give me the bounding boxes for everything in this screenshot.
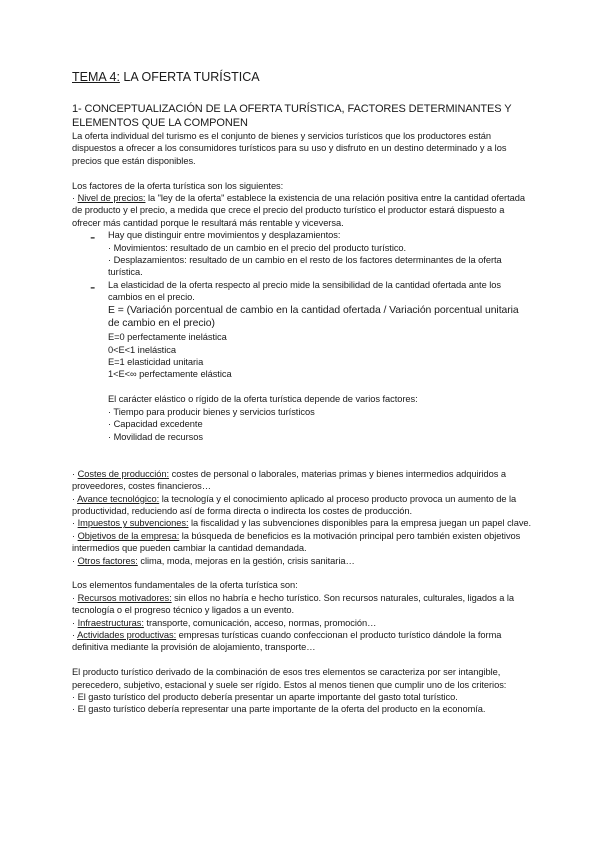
elasticity-e1: E=1 elasticidad unitaria [108,357,204,368]
dash-item-movements: - Hay que distinguir entre movimientos y desplazamientos: [72,229,532,241]
product-criterion: · El gasto turístico debería representar una parte importante de la oferta del producto en la economía. [72,704,486,715]
displacements-line: · Desplazamientos: resultado de un cambio en el resto de los factores determinantes de la oferta turística. [108,255,502,278]
elastic-factor: · Tiempo para producir bienes y servicios turísticos [108,406,315,417]
element-infrastructure: · Infraestructuras: transporte, comunicación, acceso, normas, promoción… [72,617,377,628]
elastic-lead: El carácter elástico o rígido de la oferta turística depende de varios factores: [108,394,418,405]
element-activities: · Actividades productivas: empresas turísticas cuando confeccionan el producto turístico dándole la forma definitiva mediante la provisión de alojamiento, transporte… [72,629,502,653]
document-page [72,70,532,716]
section-heading: 1- CONCEPTUALIZACIÓN DE LA OFERTA TURÍSTICA, FACTORES DETERMINANTES Y ELEMENTOS QUE LA COMPONEN [72,103,512,129]
factor-tech-text: la tecnología y el conocimiento aplicado al proceso producto provoca un aumento de la productividad, reduciendo así de forma directa o indirecta los costes de producción. [72,493,517,516]
elasticity-e01: 0<E<1 inelástica [108,344,176,355]
dash-item-text: Hay que distinguir entre movimientos y desplazamientos: [108,230,341,241]
document-title [72,70,532,84]
element-resources-text: sin ellos no habría e hecho turístico. Son recursos naturales, culturales, ligados a la tecnología o el progreso técnico y ligados a un evento. [72,592,514,616]
title-rest: LA OFERTA TURÍSTICA [119,70,260,84]
element-resources-label: Recursos motivadores: [77,592,172,603]
title-prefix: TEMA 4: [72,70,120,84]
element-infrastructure-label: Infraestructuras: [77,617,144,628]
factor-tax-label: Impuestos y subvenciones: [77,518,189,529]
factor-objectives: · Objetivos de la empresa: la búsqueda de beneficios es la motivación principal pero también existen objetivos intermedios que pueden cambiar la cantidad demandada. [72,530,521,554]
intro-paragraph: La oferta individual del turismo es el conjunto de bienes y servicios turísticos que los productores están dispuestos a ofrecer a los consumidores turísticos para su uso y disfruto en un destino determinado y a los precios que están disponibles. [72,131,507,166]
factor-costs: · Costes de producción: costes de personal o laborales, materias primas y bienes intermedios adquiridos a proveedores, costes financieros… [72,468,507,492]
dash-item-text: La elasticidad de la oferta respecto al precio mide la sensibilidad de la cantidad ofertada ante los cambios en el precio. [108,279,501,303]
factor-tech: · Avance tecnológico: la tecnología y el conocimiento aplicado al proceso producto provoca un aumento de la productividad, reduciendo así de forma directa o indirecta los costes de producción. [72,493,517,516]
factor-price-label: Nivel de precios: [77,193,146,204]
movements-line: · Movimientos: resultado de un cambio en el precio del producto turístico. [108,242,407,253]
elasticity-formula: E = (Variación porcentual de cambio en la cantidad ofertada / Variación porcentual unitaria de cambio en el precio) [108,304,519,330]
product-criterion: · El gasto turístico del producto debería presentar un aparte importante del gasto total turístico. [72,691,458,702]
factor-tech-label: Avance tecnológico: [77,493,160,504]
elasticity-e1inf: 1<E<∞ perfectamente elástica [108,369,232,380]
factor-other-label: Otros factores: [77,555,138,566]
product-paragraph: El producto turístico derivado de la combinación de esos tres elementos se caracteriza por ser intangible, perecedero, subjetivo, estacional y suele ser rígido. Estos al menos tienen que cumplir uno de los criterios: [72,667,507,690]
element-activities-label: Actividades productivas: [77,629,177,640]
elasticity-e0: E=0 perfectamente inelástica [108,332,227,343]
factor-costs-label: Costes de producción: [77,468,170,479]
element-activities-text: empresas turísticas cuando confeccionan el producto turístico dándole la forma definitiva mediante la provisión de alojamiento, transporte… [72,629,502,653]
elements-lead: Los elementos fundamentales de la oferta turística son: [72,580,298,591]
factor-tax-text: la fiscalidad y las subvenciones disponibles para la empresa juegan un papel clave. [188,518,532,529]
factor-price: · Nivel de precios: la "ley de la oferta" establece la existencia de una relación positiva entre la cantidad ofertada de producto y el precio, a medida que crece el precio del producto turístico el productor estará dispuesto a ofrecer más cantidad porque le resultará más rentable y viceversa. [72,193,525,228]
elastic-factor: · Capacidad excedente [108,419,203,430]
dash-item-elasticity: - La elasticidad de la oferta respecto al precio mide la sensibilidad de la cantidad ofertada ante los cambios en el precio. [72,279,532,304]
factor-other-text: clima, moda, mejoras en la gestión, crisis sanitaria… [137,555,355,566]
factor-tax: · Impuestos y subvenciones: la fiscalidad y las subvenciones disponibles para la empresa juegan un papel clave. [72,518,532,529]
factor-objectives-text: la búsqueda de beneficios es la motivación principal pero también existen objetivos intermedios que pueden cambiar la cantidad demandada. [72,530,521,554]
factor-objectives-label: Objetivos de la empresa: [77,530,180,541]
factor-price-text: la "ley de la oferta" establece la existencia de una relación positiva entre la cantidad ofertada de producto y el precio, a medida que crece el precio del producto turístico el productor estará dispuesto a ofrecer más cantidad porque le resultará más rentable y viceversa. [72,193,525,228]
element-resources: · Recursos motivadores: sin ellos no habría e hecho turístico. Son recursos naturales, culturales, ligados a la tecnología o el progreso técnico y ligados a un evento. [72,592,514,616]
factor-costs-text: costes de personal o laborales, materias primas y bienes intermedios adquiridos a proveedores, costes financieros… [72,468,507,492]
elastic-factor: · Movilidad de recursos [108,431,203,442]
element-infrastructure-text: transporte, comunicación, acceso, normas, promoción… [143,617,377,628]
factors-lead: Los factores de la oferta turística son los siguientes: [72,180,284,191]
factor-other: · Otros factores: clima, moda, mejoras en la gestión, crisis sanitaria… [72,555,355,566]
